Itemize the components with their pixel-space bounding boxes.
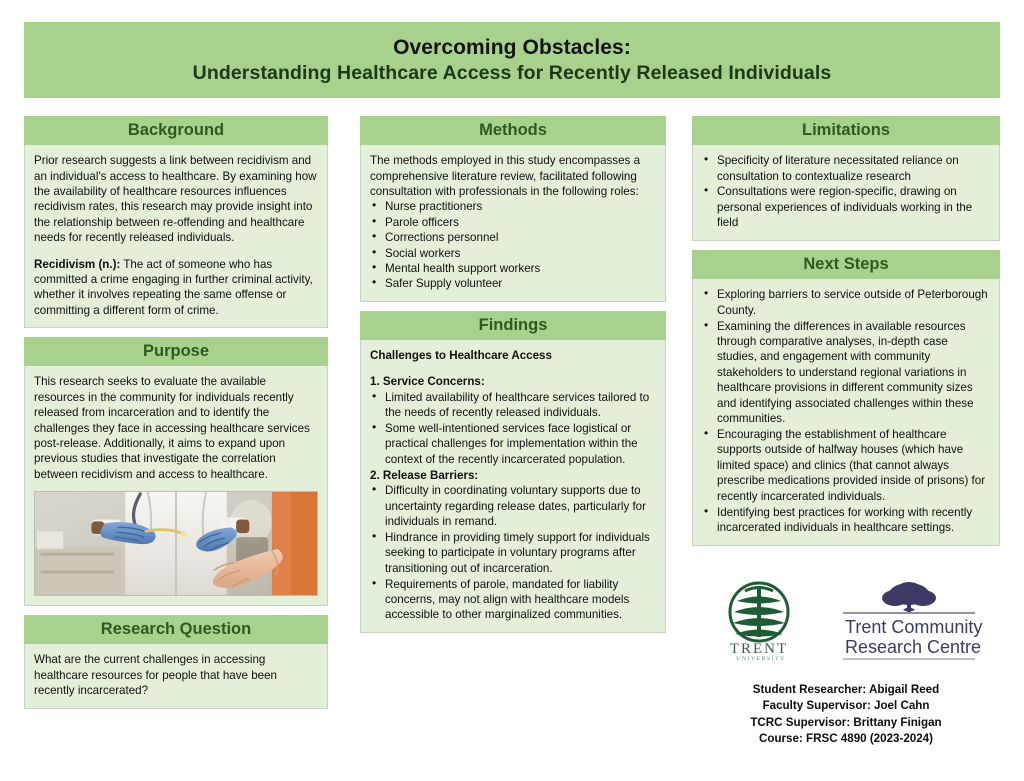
list-item: • Difficulty in coordinating voluntary supports due to uncertainty regarding release dates, particularly for individuals in remand. xyxy=(370,483,656,529)
methods-intro: The methods employed in this study encompasses a comprehensive literature review, facilitated following consultation with professionals in the following roles: xyxy=(370,154,641,198)
healthcare-photo xyxy=(34,491,318,596)
trent-community-research-centre-logo-icon xyxy=(833,580,985,662)
recidivism-text: The act of someone who has committed a crime engaging in further criminal activity, whether it involves repeating the same offense or committing a different form of crime. xyxy=(34,257,313,317)
purpose-heading: Purpose xyxy=(24,337,328,366)
findings-group-2-label: 2. Release Barriers: xyxy=(370,468,479,482)
list-item: • Social workers xyxy=(370,246,656,261)
course-code: Course: FRSC 4890 (2023-2024) xyxy=(759,732,933,746)
tcrc-line2: Research Centre xyxy=(845,637,982,657)
findings-subtitle: Challenges to Healthcare Access xyxy=(370,348,552,362)
list-item: • Parole officers xyxy=(370,215,656,230)
next-steps-body xyxy=(692,279,1000,546)
list-item: • Hindrance in providing timely support for individuals seeking to participate in voluntary programs after transitioning out of incarceration. xyxy=(370,530,656,576)
list-item: • Mental health support workers xyxy=(370,261,656,276)
findings-group-1-list xyxy=(370,390,656,468)
purpose-body xyxy=(24,366,328,606)
next-steps-list xyxy=(702,287,990,535)
methods-panel xyxy=(360,116,666,302)
purpose-paragraph: This research seeks to evaluate the available resources in the community for individuals recently released from incarceration and to identify the challenges they face in accessing healthcare services post-release. Additionally, it aims to expand upon previous studies that investigate the correlation between recidivism and access to healthcare. xyxy=(34,375,310,481)
tcrc-line1: Trent Community xyxy=(845,617,983,637)
list-item: • Specificity of literature necessitated reliance on consultation to contextualize research xyxy=(702,153,990,184)
left-column xyxy=(24,116,328,718)
recidivism-term: Recidivism (n.): xyxy=(34,257,121,271)
list-item: • Encouraging the establishment of healthcare supports outside of halfway houses (which have limited space) and clinics (that cannot always prescribe medications provided inside of prisons) for recently incarcerated individuals. xyxy=(702,427,990,504)
list-item: • Identifying best practices for working with recently incarcerated individuals in healthcare settings. xyxy=(702,505,990,536)
healthcare-photo-illustration xyxy=(35,492,317,595)
background-body xyxy=(24,145,328,328)
research-question-panel xyxy=(24,615,328,708)
limitations-panel xyxy=(692,116,1000,241)
findings-heading: Findings xyxy=(360,311,666,340)
faculty-supervisor: Faculty Supervisor: Joel Cahn xyxy=(762,699,930,713)
limitations-body xyxy=(692,145,1000,241)
list-item: • Consultations were region-specific, drawing on personal experiences of individuals working in the field xyxy=(702,184,990,230)
list-item: • Limited availability of healthcare services tailored to the needs of recently released individuals. xyxy=(370,390,656,421)
trent-logo-wordmark: TRENT xyxy=(729,641,789,657)
background-paragraph: Prior research suggests a link between recidivism and an individual's access to healthcare. By examining how the availability of healthcare resources influences recidivism rates, this research may provide insight into the relationship between re-offending and healthcare needs for recently released individuals. xyxy=(34,154,317,245)
student-researcher: Student Researcher: Abigail Reed xyxy=(752,683,940,696)
list-item: • Requirements of parole, mandated for liability concerns, may not align with healthcare models accessible to other marginalized communities. xyxy=(370,577,656,623)
tcrc-tree-icon xyxy=(882,582,936,612)
credits-block xyxy=(692,682,1000,748)
list-item: • Safer Supply volunteer xyxy=(370,276,656,291)
list-item: • Exploring barriers to service outside of Peterborough County. xyxy=(702,287,990,318)
methods-body xyxy=(360,145,666,302)
list-item: • Corrections personnel xyxy=(370,230,656,245)
right-column xyxy=(692,116,1000,555)
findings-panel xyxy=(360,311,666,634)
list-item: • Some well-intentioned services face logistical or practical challenges for implementation within the context of the recently incarcerated population. xyxy=(370,421,656,467)
methods-heading: Methods xyxy=(360,116,666,145)
poster-title-line1: Overcoming Obstacles: xyxy=(393,35,631,59)
background-panel xyxy=(24,116,328,328)
next-steps-heading: Next Steps xyxy=(692,250,1000,279)
limitations-list xyxy=(702,153,990,231)
poster-title-banner xyxy=(24,22,1000,98)
list-item: • Nurse practitioners xyxy=(370,199,656,214)
findings-group-1-label: 1. Service Concerns: xyxy=(370,375,485,389)
poster-title-line2: Understanding Healthcare Access for Recently Released Individuals xyxy=(192,61,832,84)
list-item: • Examining the differences in available resources through comparative analyses, in-depth case studies, and engagement with community stakeholders to understand regional variations in healthcare provisions in different community sizes and identifying associated challenges within these communities. xyxy=(702,319,990,427)
research-question-heading: Research Question xyxy=(24,615,328,644)
purpose-panel xyxy=(24,337,328,606)
next-steps-panel xyxy=(692,250,1000,546)
logo-row xyxy=(692,575,1000,667)
research-question-body xyxy=(24,644,328,708)
background-heading: Background xyxy=(24,116,328,145)
methods-roles-list xyxy=(370,199,656,291)
research-question-text: What are the current challenges in accessing healthcare resources for people that have been recently incarcerated? xyxy=(34,653,277,698)
trent-university-logo-icon xyxy=(707,579,811,663)
limitations-heading: Limitations xyxy=(692,116,1000,145)
trent-logo-subtext: UNIVERSITY xyxy=(736,656,786,662)
middle-column xyxy=(360,116,666,642)
tcrc-supervisor: TCRC Supervisor: Brittany Finigan xyxy=(750,715,942,729)
findings-group-2-list xyxy=(370,483,656,623)
findings-body xyxy=(360,340,666,633)
recidivism-definition xyxy=(34,257,318,319)
